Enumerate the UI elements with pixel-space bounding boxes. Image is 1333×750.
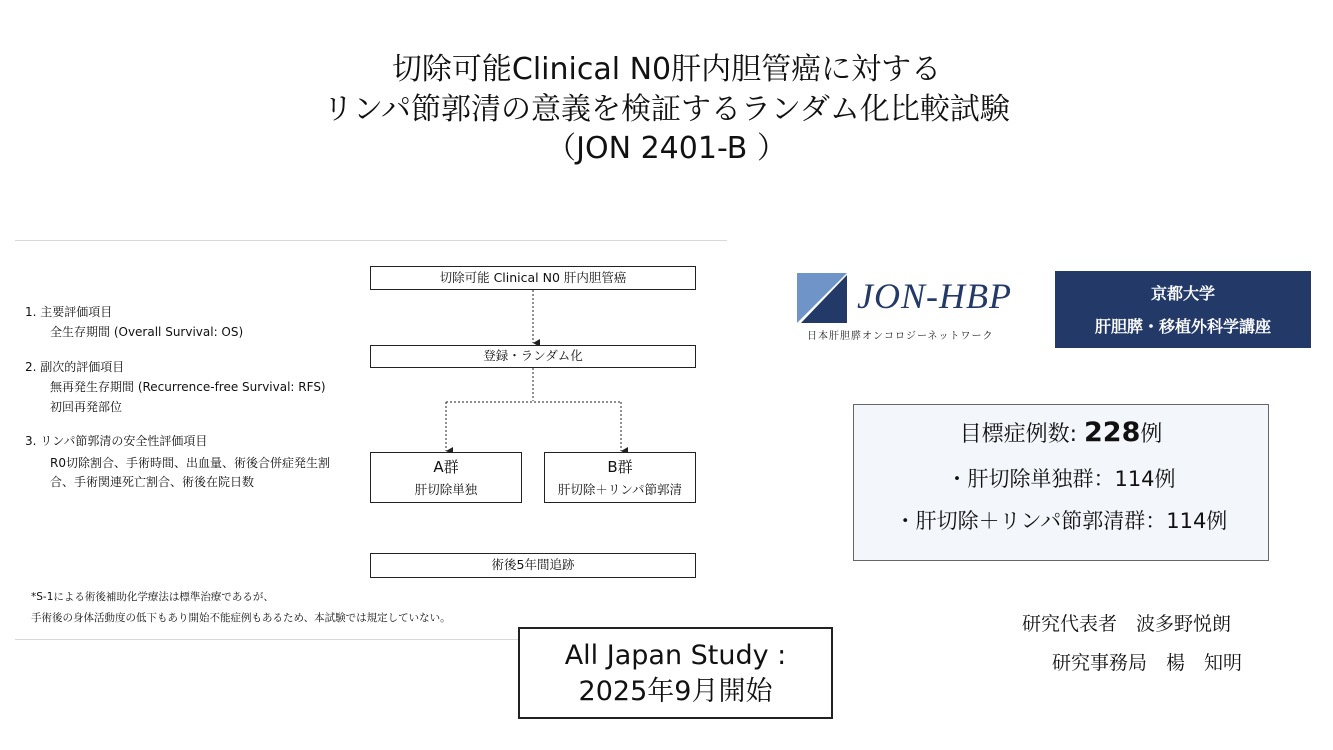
institution-department: 肝胆膵・移植外科学講座	[1094, 317, 1271, 336]
arm-a-title: A群	[433, 458, 459, 476]
target-enrollment-value: 228	[1084, 417, 1141, 448]
arm-b-box	[544, 452, 696, 503]
page-title-line2: リンパ節郭清の意義を検証するランダム化比較試験	[323, 92, 1010, 127]
jon-hbp-logo-text: JON-HBP	[857, 276, 1012, 316]
secondary-endpoint-item: 無再発生存期間 (Recurrence-free Survival: RFS)	[50, 380, 326, 394]
target-arm-a: ・肝切除単独群：114例	[946, 467, 1176, 491]
page-title-line3: （JON 2401-B ）	[546, 131, 787, 166]
target-arm-b: ・肝切除＋リンパ節郭清群：114例	[894, 509, 1228, 533]
target-enrollment-unit: 例	[1140, 422, 1163, 447]
eligibility-label: 切除可能 Clinical N0 肝内胆管癌	[439, 270, 627, 285]
institution-name: 京都大学	[1150, 284, 1215, 303]
primary-endpoint-item: 全生存期間 (Overall Survival: OS)	[50, 325, 244, 339]
jon-hbp-logo-subtitle: 日本肝胆膵オンコロジーネットワーク	[807, 331, 994, 342]
study-office: 研究事務局 楊 知明	[1052, 652, 1243, 674]
target-enrollment-box	[853, 404, 1269, 561]
secondary-endpoint-heading: 2. 副次的評価項目	[25, 360, 125, 374]
institution-box	[1055, 271, 1311, 348]
arm-a-box	[370, 452, 522, 503]
flow-connectors	[15, 241, 727, 639]
footnote-line1: *S-1による術後補助化学療法は標準治療であるが、	[31, 591, 274, 603]
page-title-line1: 切除可能Clinical N0肝内胆管癌に対する	[391, 52, 942, 87]
safety-endpoint-heading: 3. リンパ節郭清の安全性評価項目	[25, 434, 208, 448]
followup-box	[370, 553, 696, 578]
safety-endpoint-item: R0切除割合、手術時間、出血量、術後合併症発生割	[50, 456, 330, 470]
target-enrollment-label: 目標症例数:	[959, 422, 1084, 447]
jon-hbp-logo	[795, 270, 1040, 350]
safety-endpoint-item: 合、手術関連死亡割合、術後在院日数	[50, 475, 255, 489]
randomization-label: 登録・ランダム化	[483, 348, 583, 363]
study-start-box	[518, 627, 833, 719]
study-scope: All Japan Study :	[564, 640, 787, 671]
primary-endpoint-heading: 1. 主要評価項目	[25, 305, 113, 319]
arm-b-title: B群	[607, 458, 633, 476]
arm-a-detail: 肝切除単独	[414, 482, 478, 497]
eligibility-box	[370, 266, 696, 290]
lead-investigator: 研究代表者 波多野悦朗	[1022, 613, 1232, 635]
secondary-endpoint-item: 初回再発部位	[50, 400, 123, 414]
study-design-panel	[15, 240, 727, 640]
randomization-box	[370, 345, 696, 368]
followup-label: 術後5年間追跡	[491, 557, 575, 572]
footnote-line2: 手術後の身体活動度の低下もあり開始不能症例もあるため、本試験では規定していない。	[31, 612, 451, 624]
arm-b-detail: 肝切除＋リンパ節郭清	[557, 482, 683, 497]
target-enrollment-total	[854, 415, 1268, 453]
study-start-date: 2025年9月開始	[578, 676, 773, 707]
